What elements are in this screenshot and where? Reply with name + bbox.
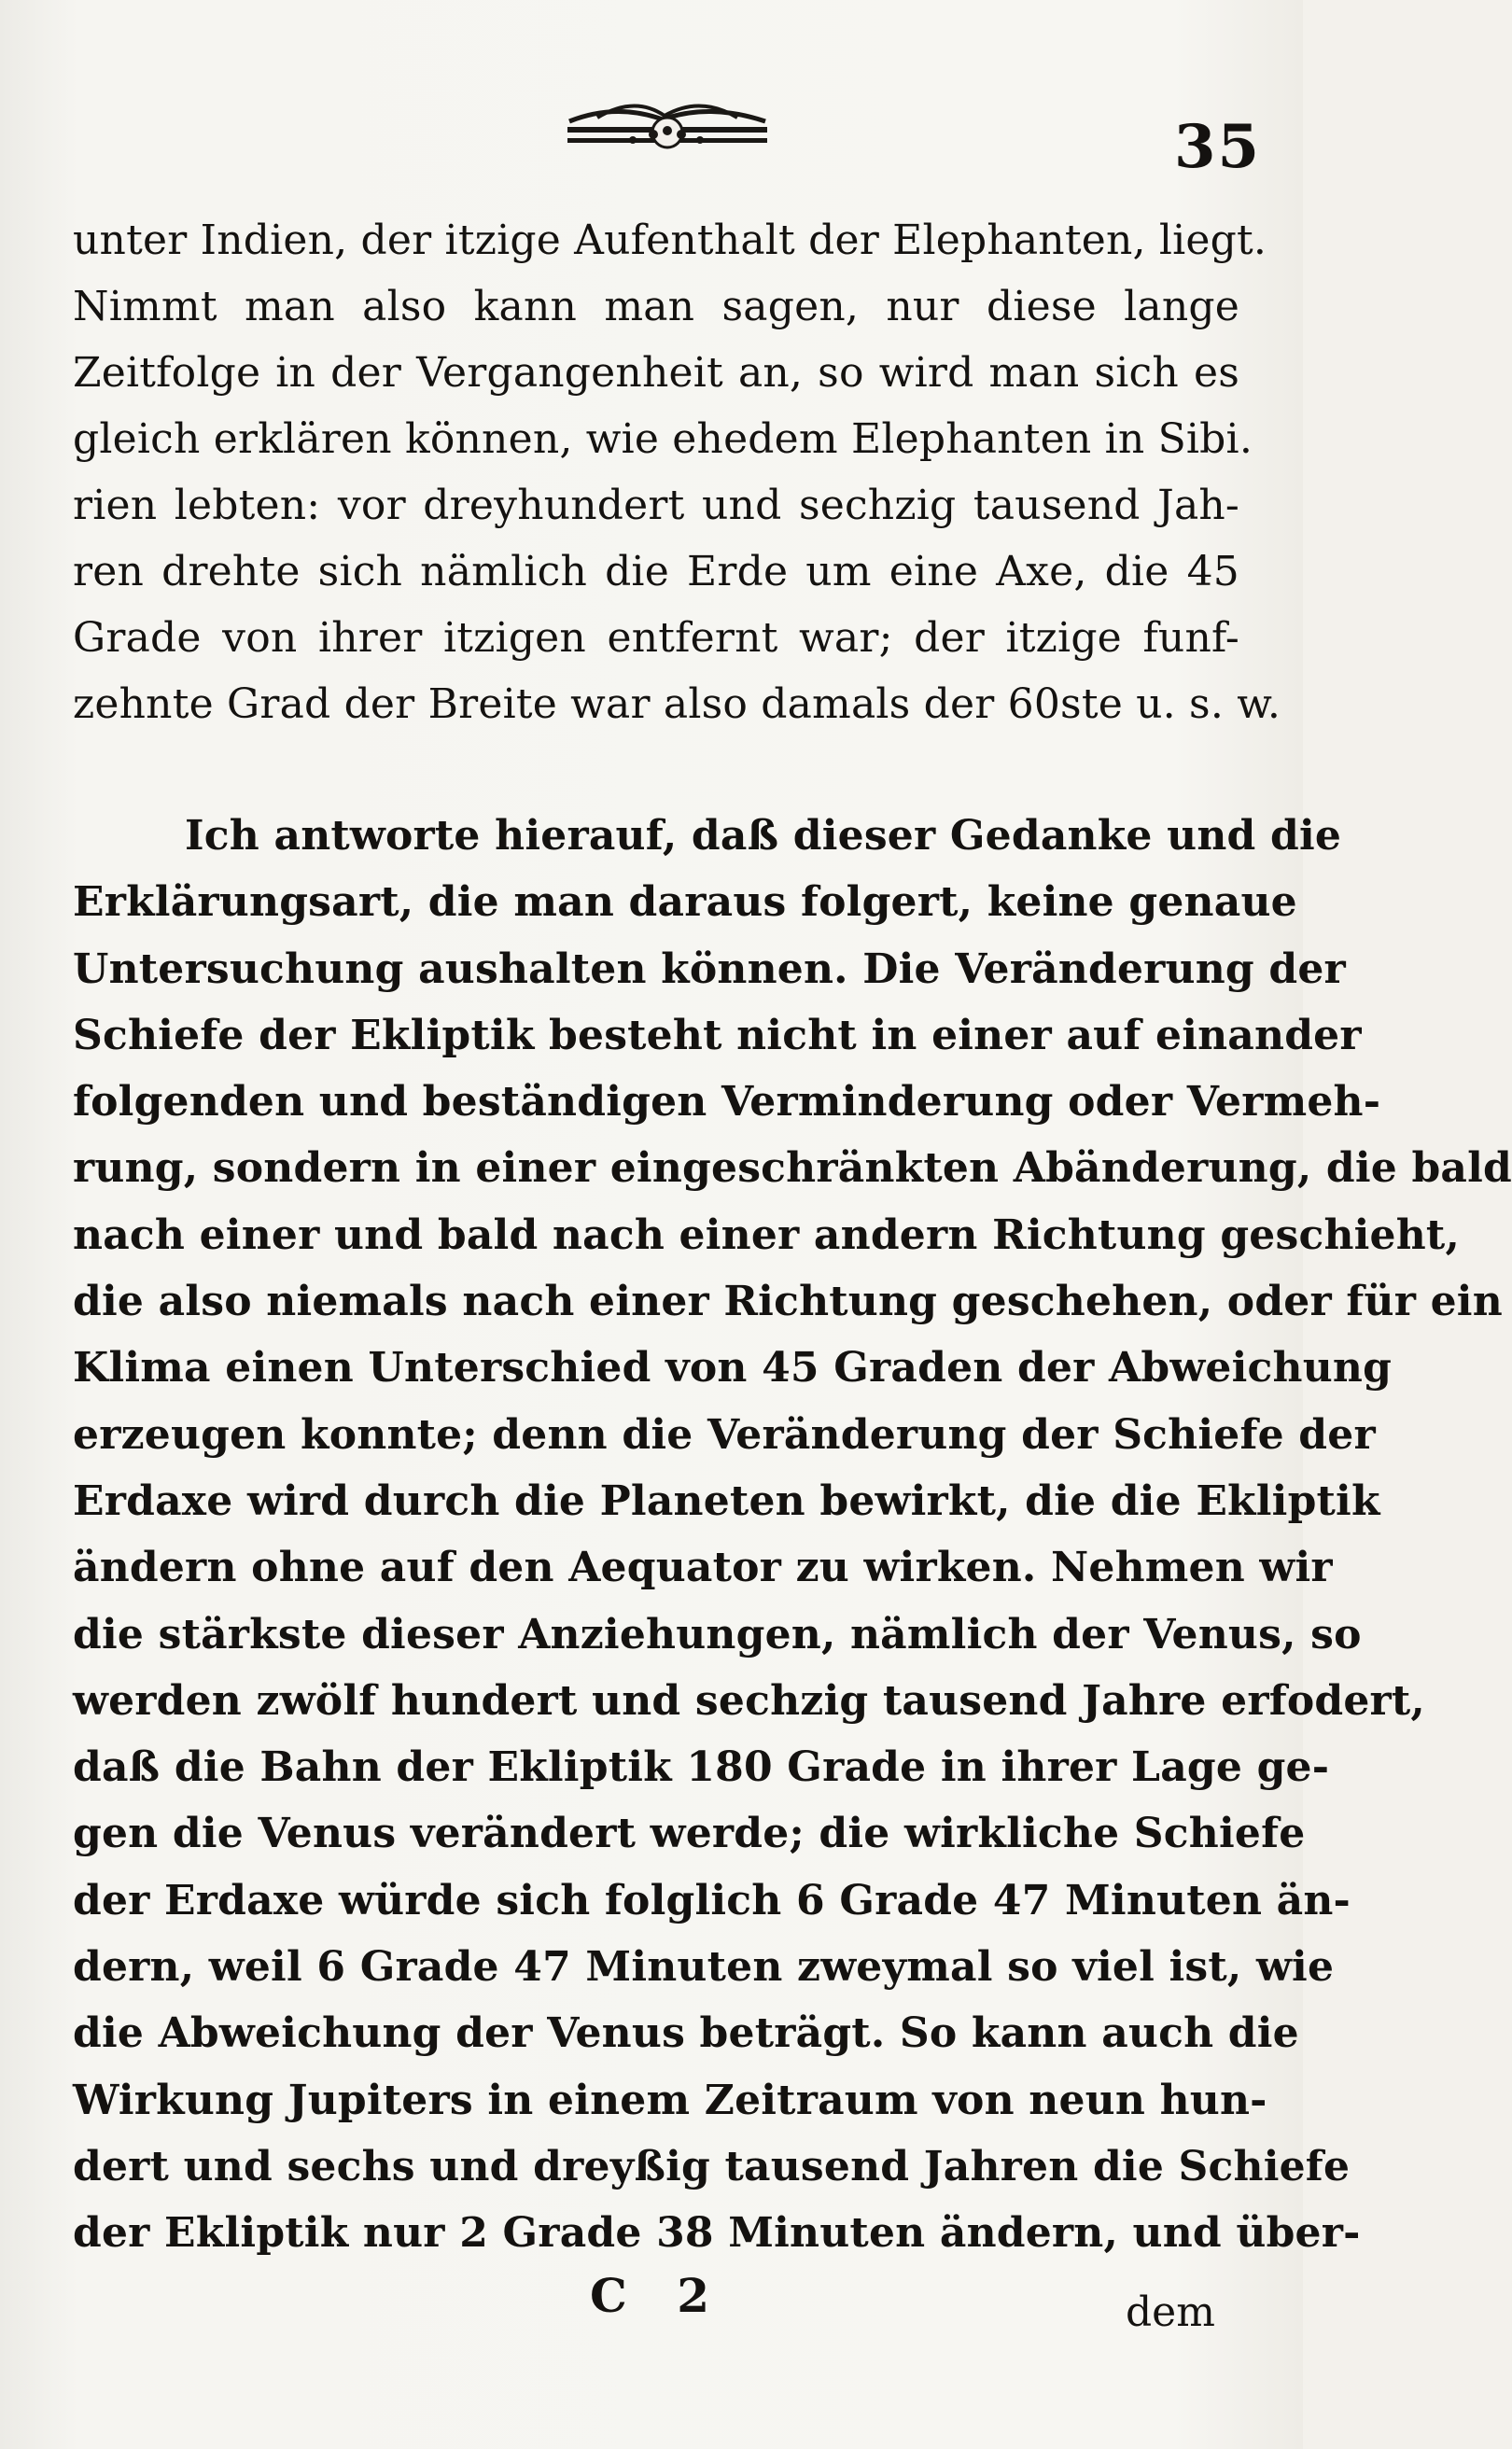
- text-line: Grade von ihrer itzigen entfernt war; der itzige funf-: [73, 614, 1239, 662]
- text-line: erzeugen konnte; denn die Veränderung der Schiefe der: [73, 1410, 1376, 1459]
- text-line: Zeitfolge in der Vergangenheit an, so wird man sich es: [73, 349, 1239, 397]
- text-line: ren drehte sich nämlich die Erde um eine Axe, die 45: [73, 548, 1239, 595]
- text-line: die stärkste dieser Anziehungen, nämlich der Venus, so: [73, 1610, 1362, 1658]
- paragraph-1: [73, 207, 1281, 737]
- paragraph-2: [73, 803, 1512, 2267]
- text-line: die Abweichung der Venus beträgt. So kann auch die: [73, 2009, 1299, 2058]
- text-line: die also niemals nach einer Richtung geschehen, oder für ein: [73, 1278, 1503, 1326]
- text-line: rien lebten: vor dreyhundert und sechzig tausend Jah-: [73, 482, 1239, 529]
- text-line: gleich erklären können, wie ehedem Elephanten in Sibi.: [73, 415, 1253, 463]
- text-line: ändern ohne auf den Aequator zu wirken. Nehmen wir: [73, 1544, 1333, 1592]
- text-line: nach einer und bald nach einer andern Richtung geschieht,: [73, 1211, 1460, 1259]
- text-line: der Erdaxe würde sich folglich 6 Grade 47 Minuten än-: [73, 1876, 1351, 1924]
- text-line: Erdaxe wird durch die Planeten bewirkt, die die Ekliptik: [73, 1476, 1380, 1525]
- text-line: unter Indien, der itzige Aufenthalt der Elephanten, liegt.: [73, 217, 1267, 264]
- text-line: Wirkung Jupiters in einem Zeitraum von neun hun-: [73, 2076, 1267, 2124]
- text-line: zehnte Grad der Breite war also damals der 60ste u. s. w.: [73, 680, 1281, 728]
- text-line: rung, sondern in einer eingeschränkten Abänderung, die bald: [73, 1144, 1512, 1193]
- text-line: der Ekliptik nur 2 Grade 38 Minuten ändern, und über-: [73, 2209, 1361, 2258]
- text-line: gen die Venus verändert werde; die wirkliche Schiefe: [73, 1810, 1306, 1858]
- text-line: Erklärungsart, die man daraus folgert, keine genaue: [73, 878, 1297, 927]
- page-number: 35: [1174, 112, 1262, 182]
- text-line: Nimmt man also kann man sagen, nur diese lange: [73, 283, 1239, 330]
- catchword: dem: [1126, 2288, 1215, 2336]
- text-line: Klima einen Unterschied von 45 Graden der Abweichung: [73, 1344, 1393, 1392]
- text-line: Untersuchung aushalten können. Die Veränderung der: [73, 945, 1346, 993]
- text-line: Ich antworte hierauf, daß dieser Gedanke und die: [185, 812, 1342, 860]
- text-line: folgenden und beständigen Verminderung oder Vermeh-: [73, 1078, 1381, 1127]
- text-line: dern, weil 6 Grade 47 Minuten zweymal so viel ist, wie: [73, 1943, 1335, 1992]
- text-line: dert und sechs und dreyßig tausend Jahren die Schiefe: [73, 2142, 1351, 2190]
- ornament-vignette-icon: [560, 93, 775, 159]
- signature-mark: C 2: [590, 2268, 726, 2323]
- text-line: Schiefe der Ekliptik besteht nicht in einer auf einander: [73, 1011, 1362, 1059]
- text-line: werden zwölf hundert und sechzig tausend Jahre erfodert,: [73, 1676, 1425, 1725]
- text-line: daß die Bahn der Ekliptik 180 Grade in ihrer Lage ge-: [73, 1743, 1330, 1792]
